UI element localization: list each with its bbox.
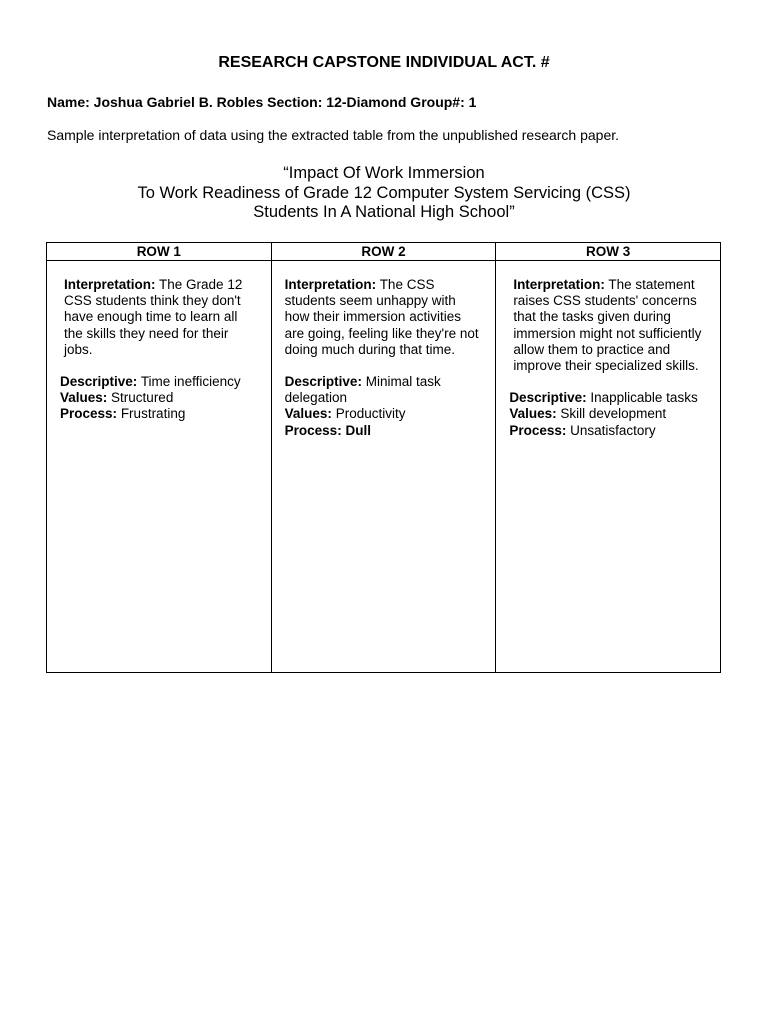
values-label: Values: [284, 406, 332, 422]
table-cell-row-1 [47, 261, 272, 673]
descriptive-label: Descriptive: [284, 374, 362, 390]
process-line [285, 423, 483, 439]
values-line [509, 406, 707, 422]
descriptive-value: Time inefficiency [140, 374, 241, 390]
table-cell-row-2 [271, 261, 496, 673]
process-line [60, 406, 258, 422]
descriptive-value: Minimal task delegation [284, 374, 441, 406]
document-heading: RESEARCH CAPSTONE INDIVIDUAL ACT. # [218, 54, 550, 71]
interpretation-table [46, 242, 721, 673]
values-value: Productivity [335, 406, 406, 422]
process-label: Process: [284, 422, 342, 438]
header-row-1: ROW 1 [47, 243, 272, 261]
table-header-row [47, 243, 721, 261]
interpretation-label: Interpretation: [284, 277, 377, 292]
research-title [0, 164, 768, 223]
interpretation-text: The Grade 12 CSS students think they don't have enough time to learn all the skills they need for their jobs. [64, 277, 243, 357]
descriptive-label: Descriptive: [509, 390, 587, 406]
values-value: Skill development [560, 406, 667, 422]
intro-text: Sample interpretation of data using the extracted table from the unpublished research paper. [47, 127, 620, 143]
table-row [47, 261, 721, 673]
values-label: Values: [509, 406, 557, 422]
header-row-2: ROW 2 [271, 243, 496, 261]
process-label: Process: [60, 406, 118, 422]
descriptive-value: Inapplicable tasks [590, 390, 698, 406]
research-title-line-3: Students In A National High School” [253, 203, 515, 221]
descriptive-line [509, 390, 707, 406]
name-section-line: Name: Joshua Gabriel B. Robles Section: 12-Diamond Group#: 1 [47, 94, 477, 110]
interpretation-text: The statement raises CSS students' concerns that the tasks given during immersion might not sufficiently allow them to practice and improve their specialized skills. [513, 277, 702, 374]
interpretation-paragraph [285, 277, 483, 358]
descriptive-line [60, 374, 258, 390]
process-value: Frustrating [120, 406, 186, 422]
process-value: Unsatisfactory [570, 422, 656, 438]
interpretation-paragraph [60, 277, 258, 358]
header-row-3: ROW 3 [496, 243, 721, 261]
descriptive-label: Descriptive: [60, 374, 138, 390]
interpretation-text: The CSS students seem unhappy with how their immersion activities are going, feeling like they're not doing much during that time. [284, 277, 479, 357]
table-cell-row-3 [496, 261, 721, 673]
research-title-line-2: To Work Readiness of Grade 12 Computer System Servicing (CSS) [137, 183, 631, 202]
research-title-line-1: “Impact Of Work Immersion [283, 164, 485, 182]
interpretation-paragraph [509, 277, 707, 374]
values-label: Values: [60, 390, 108, 406]
process-line [509, 423, 707, 439]
values-line [60, 390, 258, 406]
values-value: Structured [111, 390, 174, 406]
interpretation-label: Interpretation: [513, 277, 605, 292]
process-label: Process: [509, 422, 567, 438]
descriptive-line [285, 374, 483, 406]
values-line [285, 406, 483, 422]
process-value: Dull [345, 422, 371, 438]
interpretation-label: Interpretation: [64, 277, 156, 292]
